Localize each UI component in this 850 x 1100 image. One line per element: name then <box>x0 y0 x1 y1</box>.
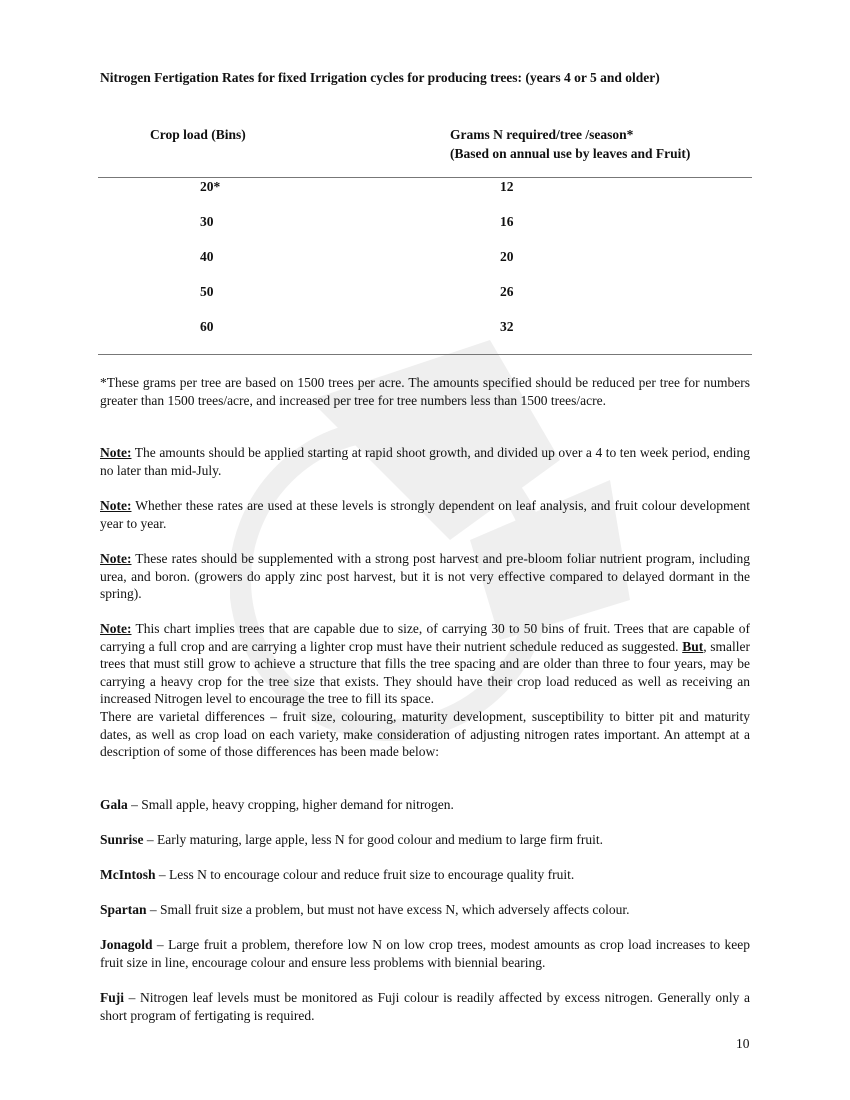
table-cell-grams: 20 <box>500 249 514 264</box>
note-text-b: , smaller trees that must still grow to achieve a structure that fills the tree spacing and are older than three to four years, may be carrying a heavy crop for the tree size that exists. They should have their crop load reduced as well as receiving an increased Nitrogen level to encourage the tree to fill its space. <box>100 638 750 707</box>
variety-desc: – Large fruit a problem, therefore low N on low crop trees, modest amounts as crop load increases to keep fruit size in line, encourage colour and ensure less problems with biennial bearing. <box>100 937 750 970</box>
note-label: Note: <box>100 551 132 566</box>
note-paragraph <box>100 444 750 479</box>
variety-item-sunrise <box>100 831 750 849</box>
variety-name: Fuji <box>100 990 125 1005</box>
note-label: Note: <box>100 498 132 513</box>
table-header-grams-line2: (Based on annual use by leaves and Fruit) <box>450 146 691 161</box>
table-cell-bins: 20* <box>200 179 221 194</box>
note-text-a: This chart implies trees that are capable due to size, of carrying 30 to 50 bins of fruit. Trees that are capable of carrying a full crop and are carrying a lighter crop must have their nutrient schedule reduced as suggested. <box>100 621 750 654</box>
variety-desc: – Early maturing, large apple, less N for good colour and medium to large firm fruit. <box>143 832 604 847</box>
table-cell-bins: 40 <box>200 249 214 264</box>
table-row <box>0 249 850 269</box>
table-cell-grams: 16 <box>500 214 514 229</box>
variety-name: Jonagold <box>100 937 153 952</box>
variety-item-mcintosh <box>100 866 750 884</box>
note-text: Whether these rates are used at these levels is strongly dependent on leaf analysis, and fruit colour development year to year. <box>100 498 750 531</box>
note-text: These rates should be supplemented with a strong post harvest and pre-bloom foliar nutrient program, including urea, and boron. (growers do apply zinc post harvest, but it is not very effective compared to delayed dormant in the spring). <box>100 551 750 602</box>
variety-item-spartan <box>100 901 750 919</box>
variety-item-fuji <box>100 989 750 1024</box>
note-paragraph <box>100 550 750 603</box>
table-header-crop-load: Crop load (Bins) <box>150 127 246 142</box>
note-text: The amounts should be applied starting at rapid shoot growth, and divided up over a 4 to ten week period, ending no later than mid-July. <box>100 445 750 478</box>
note-label: Note: <box>100 445 132 460</box>
note-paragraph <box>100 497 750 532</box>
table-top-rule <box>98 177 752 178</box>
note-paragraph-long <box>100 620 750 761</box>
emphasis-but: But <box>682 638 704 654</box>
table-row <box>0 214 850 234</box>
table-header-grams <box>450 125 690 163</box>
table-cell-bins: 50 <box>200 284 214 299</box>
variety-desc: – Nitrogen leaf levels must be monitored as Fuji colour is readily affected by excess nitrogen. Generally only a short program of fertigating is required. <box>100 990 750 1023</box>
table-footnote: *These grams per tree are based on 1500 trees per acre. The amounts specified should be reduced per tree for numbers greater than 1500 trees/acre, and increased per tree for tree numbers less than 1500 trees/acre. <box>100 375 750 408</box>
table-cell-grams: 32 <box>500 319 514 334</box>
varietal-intro: There are varietal differences – fruit size, colouring, maturity development, susceptibility to bitter pit and maturity dates, as well as crop load on each variety, make consideration of adjusting nitrogen rates important. An attempt at a description of some of those differences has been made below: <box>100 708 750 760</box>
variety-desc: – Small apple, heavy cropping, higher demand for nitrogen. <box>127 797 454 812</box>
variety-desc: – Less N to encourage colour and reduce fruit size to encourage quality fruit. <box>155 867 575 882</box>
variety-name: Spartan <box>100 902 147 917</box>
table-row <box>0 284 850 304</box>
table-cell-bins: 60 <box>200 319 214 334</box>
variety-desc: – Small fruit size a problem, but must not have excess N, which adversely affects colour. <box>146 902 630 917</box>
page-number: 10 <box>736 1036 750 1051</box>
variety-item-gala <box>100 796 750 814</box>
table-row <box>0 319 850 339</box>
page-title: Nitrogen Fertigation Rates for fixed Irrigation cycles for producing trees: (years 4 or 5 and older) <box>100 70 660 85</box>
variety-name: Gala <box>100 797 128 812</box>
table-cell-grams: 12 <box>500 179 514 194</box>
variety-name: McIntosh <box>100 867 156 882</box>
table-header-grams-line1: Grams N required/tree /season* <box>450 127 634 142</box>
note-label: Note: <box>100 621 132 636</box>
table-cell-bins: 30 <box>200 214 214 229</box>
table-cell-grams: 26 <box>500 284 514 299</box>
variety-name: Sunrise <box>100 832 144 847</box>
table-bottom-rule <box>98 354 752 355</box>
table-row <box>0 179 850 199</box>
variety-item-jonagold <box>100 936 750 971</box>
